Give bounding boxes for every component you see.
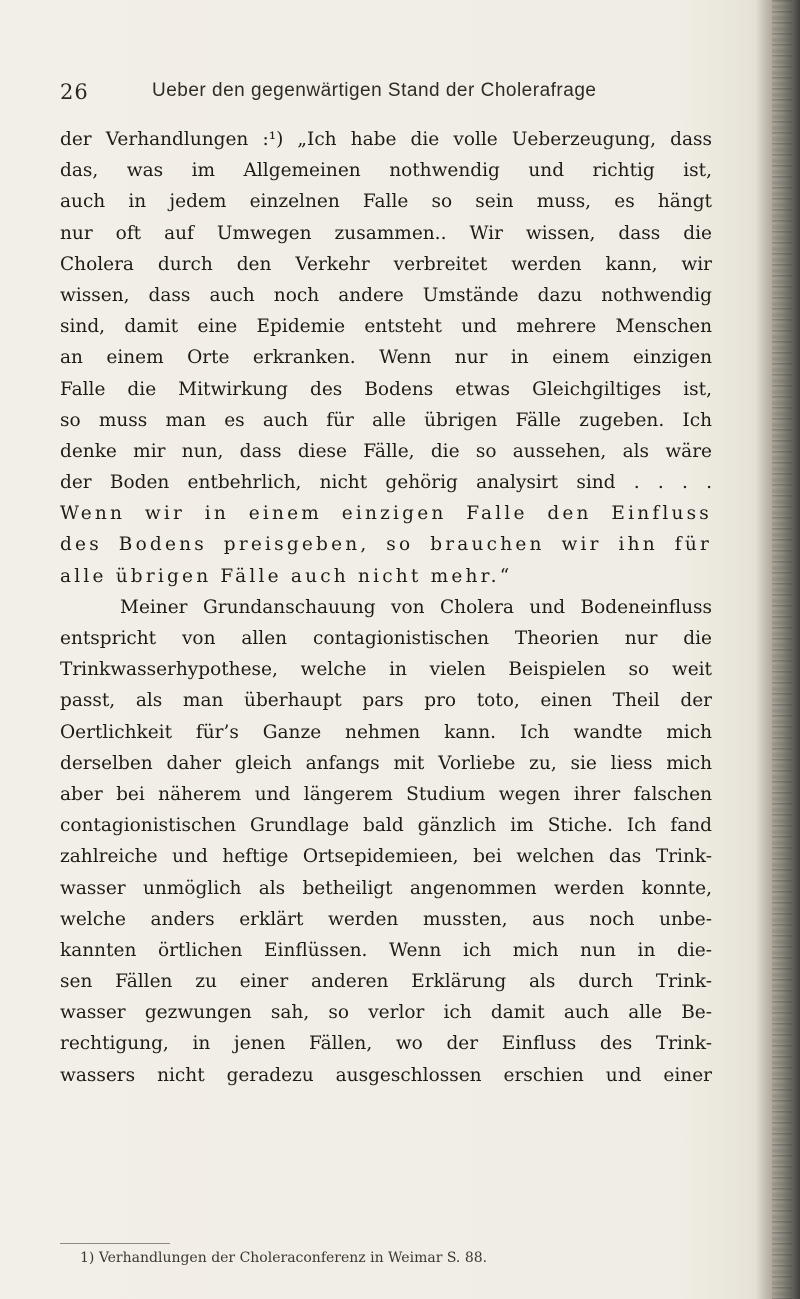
text-line: sen Fällen zu einer anderen Erklärung als durch Trink- bbox=[60, 971, 712, 993]
spaced-text-line: alle übrigen Fälle auch nicht mehr.“ bbox=[60, 565, 513, 587]
text-line: wasser gezwungen sah, so verlor ich damit auch alle Be- bbox=[60, 1002, 712, 1024]
page-header bbox=[60, 80, 720, 110]
text-line: kannten örtlichen Einflüssen. Wenn ich mich nun in die- bbox=[60, 939, 712, 961]
paragraph-start-line: Meiner Grundanschauung von Cholera und Bodeneinfluss bbox=[120, 596, 712, 618]
book-spine-shadow bbox=[756, 0, 800, 1299]
spaced-text-line: des Bodens preisgeben, so brauchen wir ihn für bbox=[60, 534, 712, 556]
binding-texture bbox=[772, 0, 792, 1299]
text-line: wassers nicht geradezu ausgeschlossen erschien und einer bbox=[60, 1064, 712, 1086]
text-line: entspricht von allen contagionistischen Theorien nur die bbox=[60, 628, 712, 649]
text-line: das, was im Allgemeinen nothwendig und richtig ist, bbox=[60, 160, 712, 182]
text-line: passt, als man überhaupt pars pro toto, einen Theil der bbox=[60, 690, 712, 712]
body-text bbox=[60, 124, 712, 1091]
footnote-divider bbox=[60, 1243, 170, 1244]
text-line: zahlreiche und heftige Ortsepidemieen, bei welchen das Trink- bbox=[60, 846, 712, 868]
text-line: welche anders erklärt werden mussten, aus noch unbe- bbox=[60, 908, 712, 930]
text-line: der Boden entbehrlich, nicht gehörig analysirt sind . . . . bbox=[60, 472, 712, 494]
text-line: auch in jedem einzelnen Falle so sein muss, es hängt bbox=[60, 191, 712, 213]
text-line: an einem Orte erkranken. Wenn nur in einem einzigen bbox=[60, 347, 712, 369]
text-line: der Verhandlungen :¹) „Ich habe die volle Ueberzeugung, dass bbox=[60, 129, 712, 150]
text-line: nur oft auf Umwegen zusammen.. Wir wissen, dass die bbox=[60, 222, 712, 244]
text-line: contagionistischen Grundlage bald gänzlich im Stiche. Ich fand bbox=[60, 815, 712, 837]
text-line: Falle die Mitwirkung des Bodens etwas Gleichgiltiges ist, bbox=[60, 378, 712, 400]
text-line: aber bei näherem und längerem Studium wegen ihrer falschen bbox=[60, 783, 712, 805]
text-line: Oertlichkeit für’s Ganze nehmen kann. Ich wandte mich bbox=[60, 721, 712, 743]
text-line: derselben daher gleich anfangs mit Vorliebe zu, sie liess mich bbox=[60, 752, 712, 774]
text-line: denke mir nun, dass diese Fälle, die so aussehen, als wäre bbox=[60, 440, 712, 462]
footnote: 1) Verhandlungen der Choleraconferenz in Weimar S. 88. bbox=[80, 1250, 488, 1266]
text-line: sind, damit eine Epidemie entsteht und mehrere Menschen bbox=[60, 316, 712, 338]
spaced-text-line: Wenn wir in einem einzigen Falle den Einfluss bbox=[60, 503, 712, 525]
page-number: 26 bbox=[60, 80, 89, 104]
running-title: Ueber den gegenwärtigen Stand der Cholerafrage bbox=[152, 80, 597, 101]
text-line: wasser unmöglich als betheiligt angenommen werden konnte, bbox=[60, 877, 712, 899]
text-line: so muss man es auch für alle übrigen Fälle zugeben. Ich bbox=[60, 409, 712, 431]
text-line: rechtigung, in jenen Fällen, wo der Einfluss des Trink- bbox=[60, 1033, 712, 1055]
text-line: wissen, dass auch noch andere Umstände dazu nothwendig bbox=[60, 284, 712, 306]
text-line: Cholera durch den Verkehr verbreitet werden kann, wir bbox=[60, 253, 712, 275]
text-line: Trinkwasserhypothese, welche in vielen Beispielen so weit bbox=[60, 659, 712, 681]
